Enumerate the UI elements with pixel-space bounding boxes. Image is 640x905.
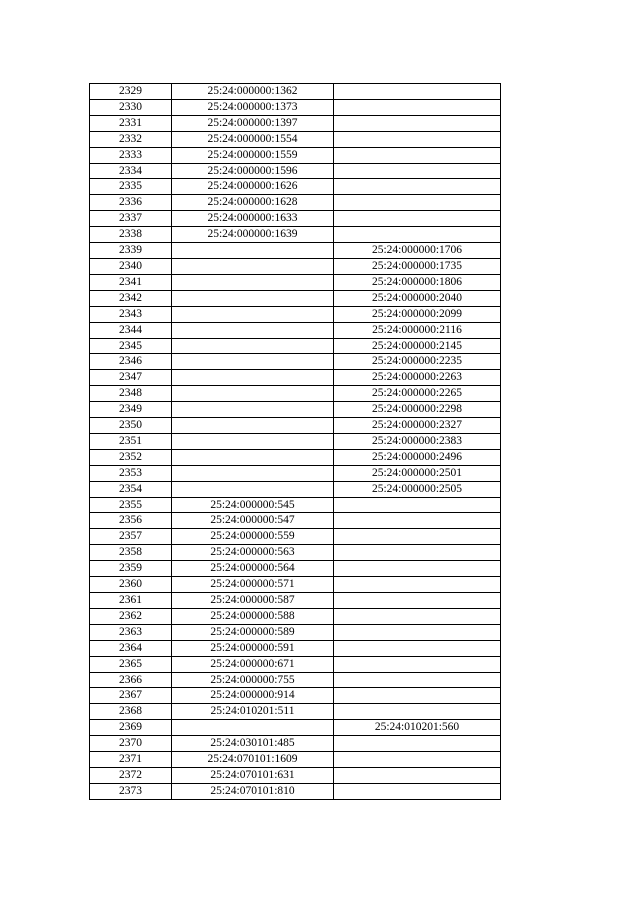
cadastral-number-cell-col-a: [172, 370, 334, 386]
table-row: [90, 370, 501, 386]
row-number-cell: 2348: [90, 386, 172, 402]
cadastral-number-cell-col-a: 25:24:000000:755: [172, 672, 334, 688]
cadastral-number-cell-col-a: 25:24:000000:914: [172, 688, 334, 704]
cadastral-number-cell-col-a: 25:24:000000:1559: [172, 147, 334, 163]
table-row: [90, 656, 501, 672]
cadastral-number-cell-col-a: 25:24:000000:1596: [172, 163, 334, 179]
table-row: [90, 752, 501, 768]
table-row: [90, 767, 501, 783]
row-number-cell: 2360: [90, 577, 172, 593]
table-row: [90, 163, 501, 179]
cadastral-number-cell-col-b: 25:24:000000:2040: [334, 290, 501, 306]
table-row: [90, 513, 501, 529]
cadastral-number-cell-col-b: [334, 608, 501, 624]
cadastral-number-cell-col-a: [172, 290, 334, 306]
table-row: [90, 258, 501, 274]
cadastral-number-cell-col-a: 25:24:000000:547: [172, 513, 334, 529]
table-row: [90, 640, 501, 656]
row-number-cell: 2367: [90, 688, 172, 704]
cadastral-number-cell-col-b: [334, 593, 501, 609]
table-row: [90, 322, 501, 338]
row-number-cell: 2335: [90, 179, 172, 195]
row-number-cell: 2365: [90, 656, 172, 672]
row-number-cell: 2331: [90, 115, 172, 131]
table-row: [90, 704, 501, 720]
table-row: [90, 227, 501, 243]
cadastral-number-cell-col-b: [334, 561, 501, 577]
cadastral-number-cell-col-b: 25:24:000000:1735: [334, 258, 501, 274]
table-row: [90, 99, 501, 115]
table-row: [90, 211, 501, 227]
table-row: [90, 624, 501, 640]
table-row: [90, 688, 501, 704]
cadastral-number-cell-col-a: 25:24:000000:545: [172, 497, 334, 513]
row-number-cell: 2357: [90, 529, 172, 545]
table-row: [90, 179, 501, 195]
table-row: [90, 449, 501, 465]
cadastral-number-cell-col-a: [172, 386, 334, 402]
cadastral-number-cell-col-b: [334, 736, 501, 752]
table-row: [90, 274, 501, 290]
cadastral-number-cell-col-a: [172, 322, 334, 338]
row-number-cell: 2334: [90, 163, 172, 179]
cadastral-number-cell-col-b: 25:24:000000:2383: [334, 433, 501, 449]
table-row: [90, 354, 501, 370]
cadastral-number-cell-col-a: 25:24:000000:1554: [172, 131, 334, 147]
row-number-cell: 2368: [90, 704, 172, 720]
cadastral-number-cell-col-b: 25:24:000000:2265: [334, 386, 501, 402]
cadastral-number-cell-col-a: [172, 258, 334, 274]
row-number-cell: 2370: [90, 736, 172, 752]
row-number-cell: 2332: [90, 131, 172, 147]
table-row: [90, 672, 501, 688]
cadastral-number-cell-col-a: [172, 354, 334, 370]
cadastral-number-cell-col-b: 25:24:000000:2501: [334, 465, 501, 481]
row-number-cell: 2341: [90, 274, 172, 290]
cadastral-number-cell-col-a: 25:24:000000:1639: [172, 227, 334, 243]
cadastral-number-cell-col-b: [334, 672, 501, 688]
cadastral-number-cell-col-a: [172, 449, 334, 465]
row-number-cell: 2344: [90, 322, 172, 338]
row-number-cell: 2346: [90, 354, 172, 370]
cadastral-number-cell-col-a: 25:24:000000:559: [172, 529, 334, 545]
cadastral-number-cell-col-b: [334, 783, 501, 799]
cadastral-number-cell-col-b: [334, 497, 501, 513]
row-number-cell: 2345: [90, 338, 172, 354]
row-number-cell: 2363: [90, 624, 172, 640]
cadastral-number-cell-col-b: 25:24:000000:2263: [334, 370, 501, 386]
row-number-cell: 2356: [90, 513, 172, 529]
table-row: [90, 481, 501, 497]
cadastral-number-cell-col-b: [334, 767, 501, 783]
cadastral-number-cell-col-b: [334, 656, 501, 672]
table-row: [90, 433, 501, 449]
cadastral-number-cell-col-b: [334, 195, 501, 211]
cadastral-number-cell-col-a: [172, 418, 334, 434]
cadastral-number-cell-col-b: [334, 99, 501, 115]
cadastral-number-cell-col-b: [334, 545, 501, 561]
cadastral-number-cell-col-b: [334, 163, 501, 179]
cadastral-number-cell-col-a: 25:24:000000:563: [172, 545, 334, 561]
cadastral-number-cell-col-a: 25:24:000000:1633: [172, 211, 334, 227]
row-number-cell: 2369: [90, 720, 172, 736]
cadastral-number-cell-col-a: 25:24:000000:1373: [172, 99, 334, 115]
table-row: [90, 131, 501, 147]
row-number-cell: 2351: [90, 433, 172, 449]
cadastral-number-cell-col-a: 25:24:000000:587: [172, 593, 334, 609]
cadastral-number-cell-col-b: 25:24:000000:2496: [334, 449, 501, 465]
cadastral-number-cell-col-b: 25:24:010201:560: [334, 720, 501, 736]
row-number-cell: 2372: [90, 767, 172, 783]
row-number-cell: 2353: [90, 465, 172, 481]
row-number-cell: 2336: [90, 195, 172, 211]
cadastral-number-cell-col-b: [334, 704, 501, 720]
row-number-cell: 2358: [90, 545, 172, 561]
cadastral-number-cell-col-a: 25:24:000000:1626: [172, 179, 334, 195]
cadastral-number-cell-col-b: [334, 115, 501, 131]
row-number-cell: 2366: [90, 672, 172, 688]
cadastral-number-cell-col-b: 25:24:000000:2145: [334, 338, 501, 354]
cadastral-number-cell-col-b: [334, 147, 501, 163]
cadastral-number-cell-col-b: 25:24:000000:1706: [334, 243, 501, 259]
row-number-cell: 2342: [90, 290, 172, 306]
cadastral-number-cell-col-a: [172, 338, 334, 354]
table-row: [90, 736, 501, 752]
cadastral-number-cell-col-a: 25:24:000000:1362: [172, 84, 334, 100]
table-row: [90, 465, 501, 481]
table-row: [90, 402, 501, 418]
table-row: [90, 418, 501, 434]
row-number-cell: 2364: [90, 640, 172, 656]
cadastral-number-cell-col-b: [334, 179, 501, 195]
cadastral-number-cell-col-a: 25:24:000000:671: [172, 656, 334, 672]
table-row: [90, 195, 501, 211]
cadastral-number-cell-col-a: 25:24:000000:589: [172, 624, 334, 640]
table-body: [90, 84, 501, 800]
cadastral-number-cell-col-a: 25:24:000000:571: [172, 577, 334, 593]
cadastral-number-cell-col-a: 25:24:000000:564: [172, 561, 334, 577]
row-number-cell: 2330: [90, 99, 172, 115]
cadastral-number-cell-col-a: [172, 306, 334, 322]
cadastral-number-cell-col-a: 25:24:030101:485: [172, 736, 334, 752]
row-number-cell: 2350: [90, 418, 172, 434]
cadastral-number-cell-col-a: [172, 433, 334, 449]
cadastral-number-cell-col-b: [334, 211, 501, 227]
cadastral-number-cell-col-b: 25:24:000000:2116: [334, 322, 501, 338]
cadastral-number-cell-col-a: 25:24:070101:631: [172, 767, 334, 783]
table-row: [90, 386, 501, 402]
row-number-cell: 2371: [90, 752, 172, 768]
table-row: [90, 84, 501, 100]
cadastral-number-cell-col-a: [172, 481, 334, 497]
cadastral-number-cell-col-b: [334, 624, 501, 640]
cadastral-number-cell-col-a: [172, 720, 334, 736]
cadastral-number-cell-col-a: 25:24:000000:1397: [172, 115, 334, 131]
row-number-cell: 2339: [90, 243, 172, 259]
table-row: [90, 306, 501, 322]
row-number-cell: 2352: [90, 449, 172, 465]
table-row: [90, 783, 501, 799]
row-number-cell: 2343: [90, 306, 172, 322]
cadastral-number-cell-col-b: [334, 529, 501, 545]
cadastral-number-cell-col-b: [334, 752, 501, 768]
cadastral-number-cell-col-b: [334, 688, 501, 704]
table-row: [90, 593, 501, 609]
cadastral-number-cell-col-b: [334, 640, 501, 656]
row-number-cell: 2329: [90, 84, 172, 100]
cadastral-number-cell-col-b: 25:24:000000:1806: [334, 274, 501, 290]
table-row: [90, 147, 501, 163]
table-row: [90, 338, 501, 354]
cadastral-number-cell-col-a: 25:24:000000:1628: [172, 195, 334, 211]
row-number-cell: 2338: [90, 227, 172, 243]
cadastral-number-cell-col-b: [334, 84, 501, 100]
table-row: [90, 529, 501, 545]
table-row: [90, 561, 501, 577]
cadastral-number-cell-col-a: 25:24:070101:810: [172, 783, 334, 799]
row-number-cell: 2359: [90, 561, 172, 577]
table-row: [90, 608, 501, 624]
row-number-cell: 2355: [90, 497, 172, 513]
row-number-cell: 2361: [90, 593, 172, 609]
table-row: [90, 115, 501, 131]
cadastral-number-cell-col-a: [172, 274, 334, 290]
cadastral-number-cell-col-a: 25:24:000000:591: [172, 640, 334, 656]
row-number-cell: 2333: [90, 147, 172, 163]
cadastral-number-cell-col-b: 25:24:000000:2099: [334, 306, 501, 322]
cadastral-number-cell-col-b: 25:24:000000:2298: [334, 402, 501, 418]
cadastral-number-cell-col-b: 25:24:000000:2327: [334, 418, 501, 434]
table-row: [90, 577, 501, 593]
cadastral-number-cell-col-a: 25:24:000000:588: [172, 608, 334, 624]
cadastral-number-cell-col-a: 25:24:070101:1609: [172, 752, 334, 768]
cadastral-number-cell-col-a: [172, 243, 334, 259]
row-number-cell: 2347: [90, 370, 172, 386]
row-number-cell: 2340: [90, 258, 172, 274]
cadastral-number-table: [89, 83, 501, 800]
cadastral-number-cell-col-b: [334, 131, 501, 147]
cadastral-number-cell-col-a: [172, 402, 334, 418]
table-row: [90, 497, 501, 513]
table-row: [90, 290, 501, 306]
cadastral-number-cell-col-a: 25:24:010201:511: [172, 704, 334, 720]
table-row: [90, 545, 501, 561]
row-number-cell: 2362: [90, 608, 172, 624]
cadastral-number-cell-col-b: [334, 513, 501, 529]
table-row: [90, 243, 501, 259]
row-number-cell: 2373: [90, 783, 172, 799]
cadastral-number-cell-col-a: [172, 465, 334, 481]
table-row: [90, 720, 501, 736]
row-number-cell: 2337: [90, 211, 172, 227]
cadastral-number-cell-col-b: [334, 577, 501, 593]
cadastral-number-cell-col-b: 25:24:000000:2505: [334, 481, 501, 497]
row-number-cell: 2354: [90, 481, 172, 497]
row-number-cell: 2349: [90, 402, 172, 418]
cadastral-number-cell-col-b: 25:24:000000:2235: [334, 354, 501, 370]
cadastral-number-cell-col-b: [334, 227, 501, 243]
